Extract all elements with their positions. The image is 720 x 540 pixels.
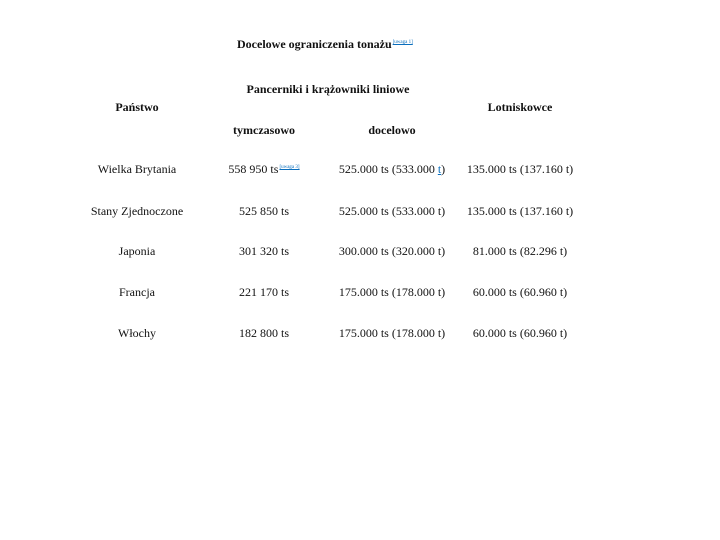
temporary-footnote-link[interactable]: [uwaga 3]	[279, 165, 300, 170]
row-country: Francja	[119, 285, 155, 299]
header-carriers: Lotniskowce	[487, 100, 553, 114]
row-country: Stany Zjednoczone	[90, 204, 184, 218]
row-carriers: 60.000 ts (60.960 t)	[472, 326, 568, 340]
row-temporary: 301 320 ts	[238, 244, 290, 258]
header-temporary: tymczasowo	[233, 123, 295, 137]
row-target	[339, 163, 445, 175]
row-country: Japonia	[118, 244, 156, 258]
row-target: 525.000 ts (533.000 t)	[338, 204, 446, 218]
table-title	[237, 38, 413, 50]
row-target-value: 525.000 ts (533.000	[338, 162, 438, 176]
row-country: Włochy	[118, 326, 156, 340]
row-carriers: 135.000 ts (137.160 t)	[466, 204, 574, 218]
row-carriers: 135.000 ts (137.160 t)	[466, 162, 574, 176]
row-temporary-value: 558 950 ts	[228, 162, 279, 176]
header-country: Państwo	[115, 100, 159, 114]
title-footnote-link[interactable]: [uwaga 1]	[392, 40, 413, 45]
row-temporary: 221 170 ts	[238, 285, 290, 299]
row-target: 300.000 ts (320.000 t)	[338, 244, 446, 258]
row-target-tail: )	[441, 162, 446, 176]
tonne-link[interactable]: t	[437, 162, 442, 176]
header-battleships-group: Pancerniki i krążowniki liniowe	[246, 82, 410, 96]
row-target: 175.000 ts (178.000 t)	[338, 326, 446, 340]
row-target: 175.000 ts (178.000 t)	[338, 285, 446, 299]
table-title-text: Docelowe ograniczenia tonażu	[237, 37, 392, 51]
row-carriers: 60.000 ts (60.960 t)	[472, 285, 568, 299]
header-target: docelowo	[368, 123, 416, 137]
row-carriers: 81.000 ts (82.296 t)	[472, 244, 568, 258]
row-temporary: 182 800 ts	[238, 326, 290, 340]
row-temporary: 525 850 ts	[238, 204, 290, 218]
row-temporary	[228, 163, 299, 175]
row-country: Wielka Brytania	[97, 162, 177, 176]
